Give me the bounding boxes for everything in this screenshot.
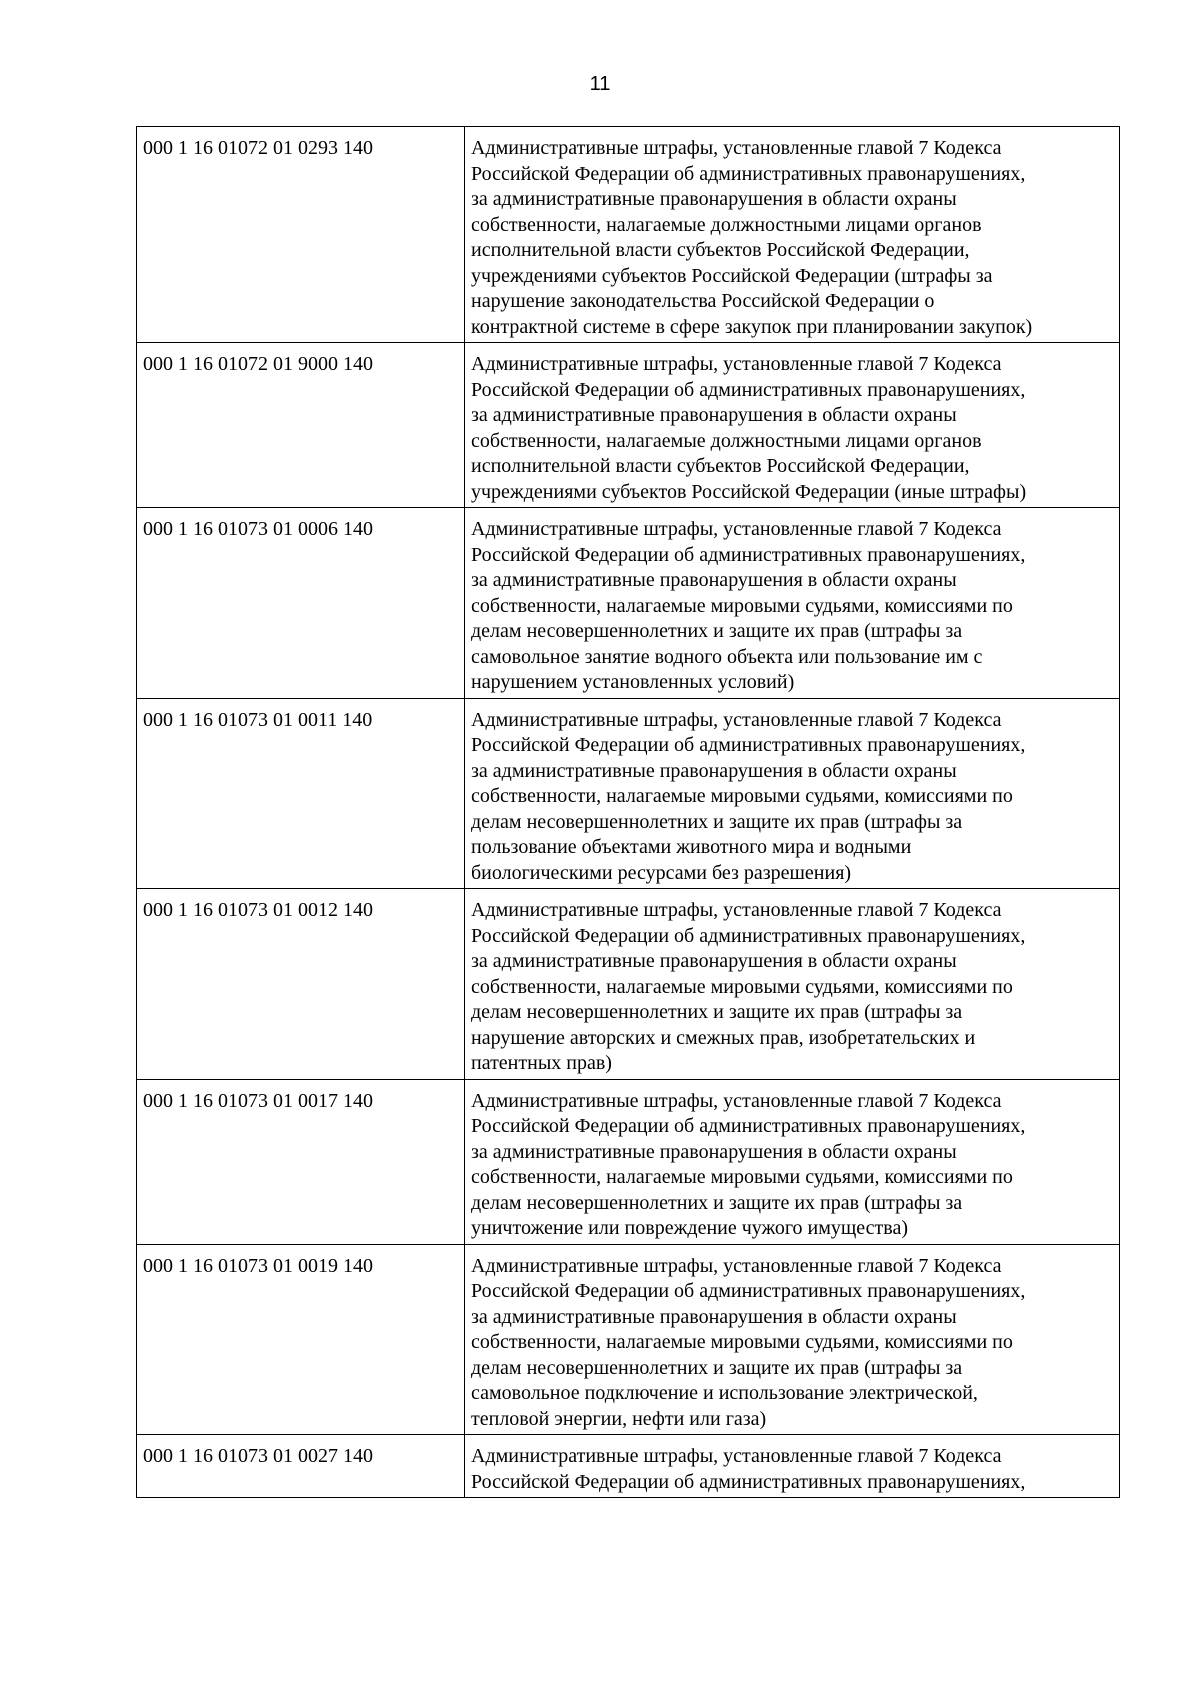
code-cell: 000 1 16 01073 01 0019 140 bbox=[137, 1244, 465, 1435]
table-row bbox=[137, 343, 1120, 508]
code-cell: 000 1 16 01073 01 0012 140 bbox=[137, 889, 465, 1080]
code-cell: 000 1 16 01073 01 0011 140 bbox=[137, 698, 465, 889]
table-row bbox=[137, 127, 1120, 343]
budget-codes-table bbox=[136, 126, 1120, 1498]
code-cell: 000 1 16 01073 01 0006 140 bbox=[137, 508, 465, 699]
description-cell: Административные штрафы, установленные главой 7 Кодекса Российской Федерации об административных правонарушениях, за административные правонарушения в области охраны собственности, налагаемые должностными лицами органов исполнительной власти субъектов Российской Федерации, учреждениями субъектов Российской Федерации (иные штрафы) bbox=[465, 343, 1120, 508]
code-cell: 000 1 16 01073 01 0017 140 bbox=[137, 1079, 465, 1244]
description-cell: Административные штрафы, установленные главой 7 Кодекса Российской Федерации об административных правонарушениях, за административные правонарушения в области охраны собственности, налагаемые мировыми судьями, комиссиями по делам несовершеннолетних и защите их прав (штрафы за уничтожение или повреждение чужого имущества) bbox=[465, 1079, 1120, 1244]
code-cell: 000 1 16 01073 01 0027 140 bbox=[137, 1435, 465, 1498]
code-cell: 000 1 16 01072 01 0293 140 bbox=[137, 127, 465, 343]
description-cell: Административные штрафы, установленные главой 7 Кодекса Российской Федерации об административных правонарушениях, за административные правонарушения в области охраны собственности, налагаемые мировыми судьями, комиссиями по делам несовершеннолетних и защите их прав (штрафы за нарушение авторских и смежных прав, изобретательских и патентных прав) bbox=[465, 889, 1120, 1080]
table-row bbox=[137, 1244, 1120, 1435]
description-cell: Административные штрафы, установленные главой 7 Кодекса Российской Федерации об административных правонарушениях, за административные правонарушения в области охраны собственности, налагаемые мировыми судьями, комиссиями по делам несовершеннолетних и защите их прав (штрафы за самовольное занятие водного объекта или пользование им с нарушением установленных условий) bbox=[465, 508, 1120, 699]
description-cell: Административные штрафы, установленные главой 7 Кодекса Российской Федерации об административных правонарушениях, bbox=[465, 1435, 1120, 1498]
description-cell: Административные штрафы, установленные главой 7 Кодекса Российской Федерации об административных правонарушениях, за административные правонарушения в области охраны собственности, налагаемые мировыми судьями, комиссиями по делам несовершеннолетних и защите их прав (штрафы за самовольное подключение и использование электрической, тепловой энергии, нефти или газа) bbox=[465, 1244, 1120, 1435]
table-row bbox=[137, 508, 1120, 699]
description-cell: Административные штрафы, установленные главой 7 Кодекса Российской Федерации об административных правонарушениях, за административные правонарушения в области охраны собственности, налагаемые должностными лицами органов исполнительной власти субъектов Российской Федерации, учреждениями субъектов Российской Федерации (штрафы за нарушение законодательства Российской Федерации о контрактной системе в сфере закупок при планировании закупок) bbox=[465, 127, 1120, 343]
table-row bbox=[137, 889, 1120, 1080]
description-cell: Административные штрафы, установленные главой 7 Кодекса Российской Федерации об административных правонарушениях, за административные правонарушения в области охраны собственности, налагаемые мировыми судьями, комиссиями по делам несовершеннолетних и защите их прав (штрафы за пользование объектами животного мира и водными биологическими ресурсами без разрешения) bbox=[465, 698, 1120, 889]
code-cell: 000 1 16 01072 01 9000 140 bbox=[137, 343, 465, 508]
table-row bbox=[137, 1079, 1120, 1244]
table-row bbox=[137, 698, 1120, 889]
page-number: 11 bbox=[589, 73, 611, 95]
table-row bbox=[137, 1435, 1120, 1498]
